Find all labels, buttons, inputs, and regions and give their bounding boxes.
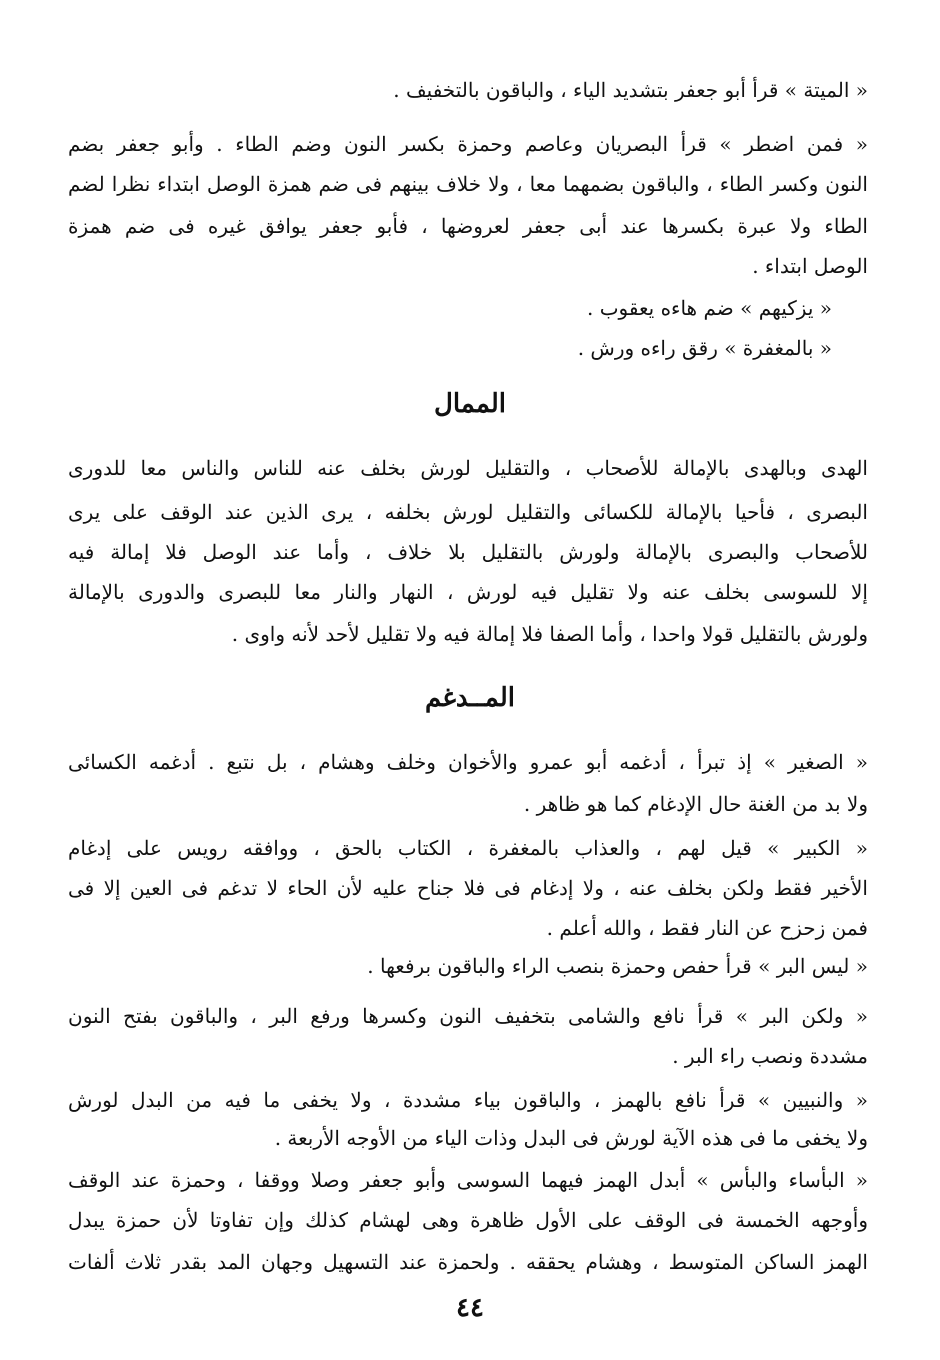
text-line: ولورش بالتقليل قولا واحدا ، وأما الصفا فلا إمالة فيه ولا تقليل لأحد لأنه واوى . [231, 622, 868, 646]
text-line: النون وكسر الطاء ، والباقون بضمهما معا ، ولا خلاف بينهم فى ضم همزة الوصل ابتداء نظرا لضم [68, 172, 868, 196]
text-line: الطاء ولا عبرة بكسرها عند أبى جعفر لعروضها ، فأبو جعفر يوافق غيره فى ضم همزة [68, 214, 868, 238]
text-line: وأوجهه الخمسة فى الوقف على الأول ظاهرة وهى لهشام كذلك وإن تفاوتا لأن حمزة يبدل [68, 1208, 868, 1232]
text-line: « الكبير » قيل لهم ، والعذاب بالمغفرة ، الكتاب بالحق ، ووافقه رويس على إدغام [68, 836, 868, 860]
text-line: فمن زحزح عن النار فقط ، والله أعلم . [546, 916, 868, 940]
text-line: ولا بد من الغنة حال الإدغام كما هو ظاهر . [523, 792, 868, 816]
text-line: « والنبيين » قرأ نافع بالهمز ، والباقون بياء مشددة ، ولا يخفى ما فيه من البدل لورش [68, 1088, 868, 1112]
text-line: « الميتة » قرأ أبو جعفر بتشديد الياء ، والباقون بالتخفيف . [393, 78, 868, 102]
text-line: « الصغير » إذ تبرأ ، أدغمه أبو عمرو والأخوان وخلف وهشام ، بل نتبع . أدغمه الكسائى [68, 750, 868, 774]
text-line: مشددة ونصب راء البر . [672, 1044, 868, 1068]
text-line: الهمز الساكن المتوسط ، وهشام يحققه . ولحمزة عند التسهيل وجهان المد بقدر ثلاث ألفات [68, 1250, 868, 1274]
text-line: « بالمغفرة » رقق راءه ورش . [577, 336, 832, 360]
text-line: « ولكن البر » قرأ نافع والشامى بتخفيف النون وكسرها ورفع البر ، والباقون بفتح النون [68, 1004, 868, 1028]
section-heading-mumal: الممال [433, 389, 507, 419]
page-number: ٤٤ [456, 1293, 484, 1323]
text-line: ولا يخفى ما فى هذه الآية لورش فى البدل وذات الياء من الأوجه الأربعة . [274, 1126, 868, 1150]
text-line: الأخير فقط ولكن بخلف عنه ، ولا إدغام فى فلا جناح عليه لأن الحاء لا تدغم فى العين إلا فى [68, 876, 868, 900]
text-line: « ليس البر » قرأ حفص وحمزة بنصب الراء والباقون برفعها . [367, 954, 868, 978]
text-line: البصرى ، فأحيا بالإمالة للكسائى والتقليل لورش بخلفه ، يرى الذين عند الوقف على يرى [68, 500, 868, 524]
text-line: الهدى وبالهدى بالإمالة للأصحاب ، والتقليل لورش بخلف عنه للناس والناس معا للدورى [68, 456, 868, 480]
text-line: « فمن اضطر » قرأ البصريان وعاصم وحمزة بكسر النون وضم الطاء . وأبو جعفر بضم [68, 132, 868, 156]
text-line: الوصل ابتداء . [752, 254, 868, 278]
text-line: « يزكيهم » ضم هاءه يعقوب . [587, 296, 832, 320]
text-line: « البأساء والبأس » أبدل الهمز فيهما السوسى وأبو جعفر وصلا ووقفا ، وحمزة عند الوقف [68, 1168, 868, 1192]
text-line: إلا للسوسى بخلف عنه ولا تقليل فيه لورش ، النهار والنار معا للبصرى والدورى بالإمالة [68, 580, 868, 604]
text-line: للأصحاب والبصرى بالإمالة ولورش بالتقليل بلا خلاف ، وأما عند الوصل فلا إمالة فيه [68, 540, 868, 564]
section-heading-mudgham: المــدغم [425, 683, 515, 713]
